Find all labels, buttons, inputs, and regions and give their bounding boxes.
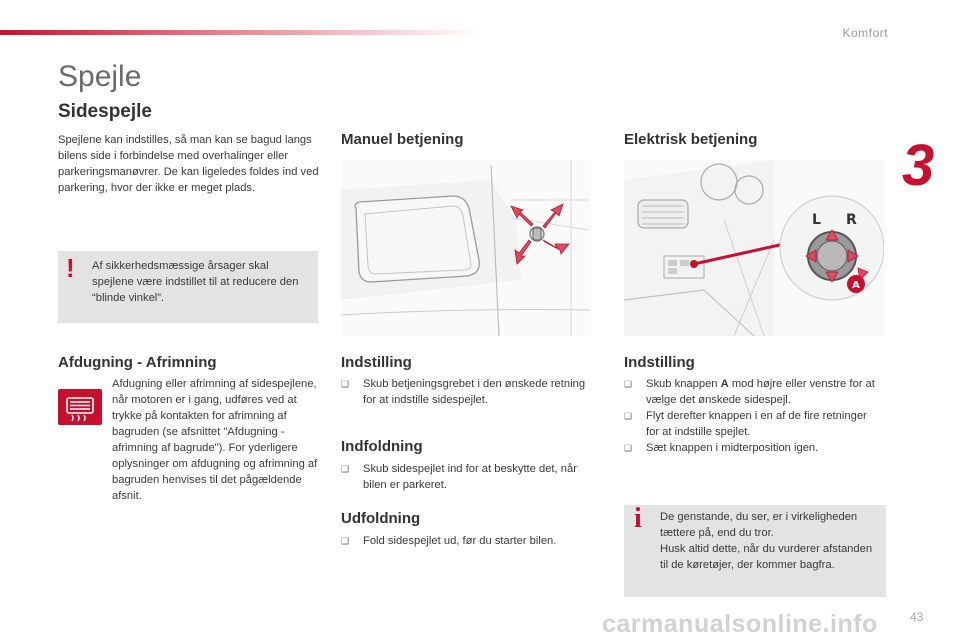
heading-manual: Manuel betjening [341, 131, 464, 148]
defrost-text: Afdugning eller afrimning af sidespejlene, når motoren er i gang, udføres ved at trykke på kontakten for afrimning af bagruden (se afsnittet "Afdugning - afrimning af bagrude"). For yderligere oplysninger om afdugning og afrimning af bagruden henvises til det pågældende afsnit. [112, 378, 318, 502]
page-number: 43 [910, 610, 924, 624]
electric-adjust-list [624, 376, 880, 456]
list-item [624, 408, 880, 440]
heading-unfold: Udfoldning [341, 510, 421, 527]
list-item: ❑ Skub sidespejlet ind for at beskytte det, når bilen er parkeret. [341, 461, 603, 493]
info-icon: i [634, 503, 642, 534]
chapter-number: 3 [902, 133, 935, 198]
callout-a-label: A [852, 280, 860, 291]
heading-fold: Indfoldning [341, 438, 423, 455]
list-item-text: Sæt knappen i midterposition igen. [646, 442, 819, 454]
info-text: De genstande, du ser, er i virkeligheden tættere på, end du tror. Husk altid dette, når du vurderer afstanden til de køretøjer, der kommer bagfra. [660, 511, 873, 571]
intro-text: Spejlene kan indstilles, så man kan se bagud langs bilens side i forbindelse med overhalinger eller parkeringsmanøvrer. De kan ligeledes foldes ind ved parkering, hvor der ikke er meget plads. [58, 134, 319, 194]
list-item-text: Skub knappen [646, 378, 721, 390]
svg-text:L: L [812, 212, 821, 228]
fold-list [341, 461, 603, 493]
list-item-text: mod højre eller venstre for at vælge det ønskede sidespejl. [646, 378, 875, 406]
svg-text:R: R [846, 212, 857, 228]
section-heading-sidespejle: Sidespejle [58, 101, 152, 122]
page-title: Spejle [58, 60, 142, 93]
rear-defrost-icon [58, 389, 102, 425]
list-item [624, 376, 880, 408]
heading-electric-adjust: Indstilling [624, 354, 695, 371]
warning-icon: ! [66, 253, 75, 283]
manual-mirror-illustration [341, 160, 591, 336]
electric-control-illustration [624, 160, 884, 336]
list-item [624, 440, 880, 456]
manual-adjust-list [341, 376, 591, 408]
heading-defrost: Afdugning - Afrimning [58, 354, 217, 371]
heading-electric: Elektrisk betjening [624, 131, 758, 148]
list-item: ❑ Skub betjeningsgrebet i den ønskede retning for at indstille sidespejlet. [341, 376, 591, 408]
heading-manual-adjust: Indstilling [341, 354, 412, 371]
watermark: carmanualsonline.info [602, 610, 878, 638]
warning-text: Af sikkerhedsmæssige årsager skal spejlene være indstillet til at reducere den “blinde vinkel”. [92, 260, 299, 304]
list-item-text: Flyt derefter knappen i en af de fire retninger for at indstille spejlet. [646, 410, 867, 438]
unfold-list [341, 533, 591, 549]
header-accent-bar [0, 30, 480, 35]
list-item: ❑ Fold sidespejlet ud, før du starter bilen. [341, 533, 591, 549]
key-label: A [720, 378, 729, 390]
section-label: Komfort [842, 26, 888, 40]
